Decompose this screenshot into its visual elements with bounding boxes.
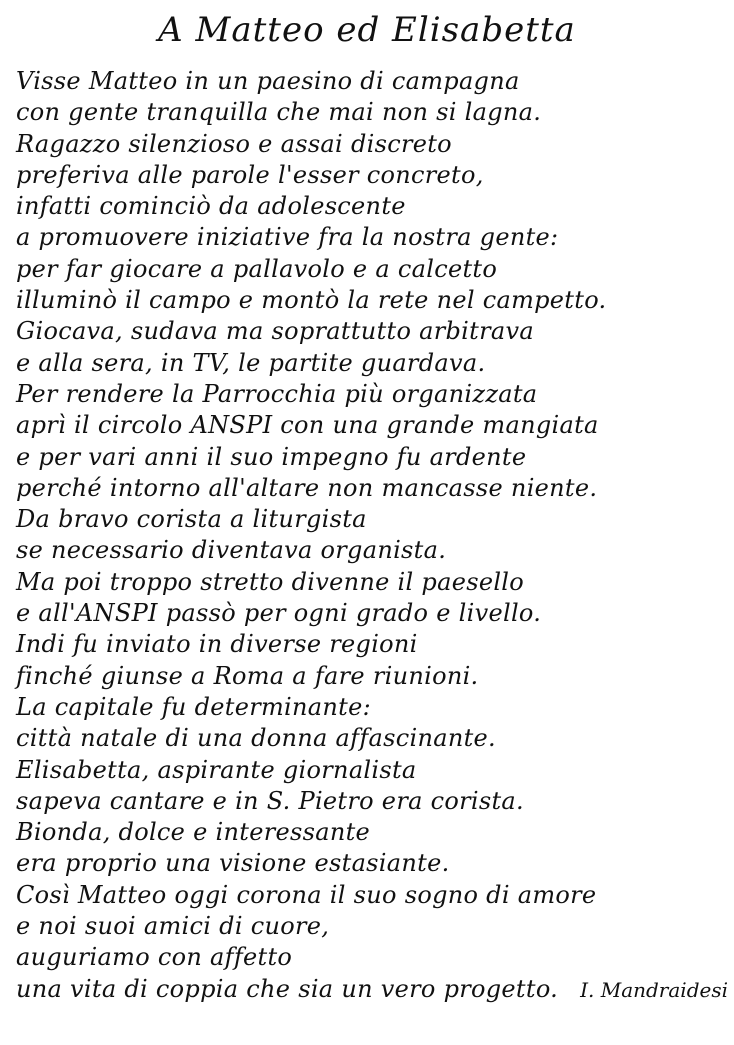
- poem-line: era proprio una visione estasiante.: [16, 849, 450, 878]
- poem-line: illuminò il campo e montò la rete nel campetto.: [16, 286, 607, 315]
- poem-line: se necessario diventava organista.: [16, 536, 447, 565]
- poem-last-line: una vita di coppia che sia un vero progetto.: [16, 974, 559, 1003]
- poem-body: [16, 66, 726, 1005]
- poem-line: per far giocare a pallavolo e a calcetto: [16, 254, 498, 283]
- poem-line: aprì il circolo ANSPI con una grande mangiata: [16, 411, 599, 440]
- poem-line: perché intorno all'altare non mancasse niente.: [16, 473, 598, 502]
- author-signature: I. Mandraidesi: [580, 977, 728, 1002]
- poem-line: e all'ANSPI passò per ogni grado e livello.: [16, 599, 542, 628]
- poem-line: Per rendere la Parrocchia più organizzata: [16, 379, 538, 408]
- poem-line: Così Matteo oggi corona il suo sogno di amore: [16, 880, 597, 909]
- poem-line: Bionda, dolce e interessante: [16, 818, 371, 847]
- poem-line: La capitale fu determinante:: [16, 692, 371, 721]
- poem-line: finché giunse a Roma a fare riunioni.: [16, 661, 479, 690]
- poem-line: con gente tranquilla che mai non si lagna.: [16, 98, 542, 127]
- poem-line: Da bravo corista a liturgista: [16, 505, 367, 534]
- poem-line: città natale di una donna affascinante.: [16, 724, 496, 753]
- poem-line: Visse Matteo in un paesino di campagna: [16, 67, 520, 95]
- poem-title: A Matteo ed Elisabetta: [158, 10, 576, 50]
- poem-line: Ragazzo silenzioso e assai discreto: [16, 129, 452, 158]
- poem-line: infatti cominciò da adolescente: [16, 192, 406, 221]
- poem-final-row: [16, 974, 728, 1005]
- poem-line: Ma poi troppo stretto divenne il paesello: [16, 567, 525, 596]
- poem-line: a promuovere iniziative fra la nostra gente:: [16, 223, 559, 252]
- poem-line: e per vari anni il suo impegno fu ardente: [16, 442, 527, 471]
- poem-line: Elisabetta, aspirante giornalista: [16, 755, 417, 784]
- poem-line: Giocava, sudava ma soprattutto arbitrava: [16, 317, 534, 346]
- poem-line: Indi fu inviato in diverse regioni: [16, 630, 418, 659]
- poem-line: e noi suoi amici di cuore,: [16, 912, 330, 941]
- poem-line: preferiva alle parole l'esser concreto,: [16, 160, 484, 189]
- poem-line: e alla sera, in TV, le partite guardava.: [16, 348, 486, 377]
- poem-line: auguriamo con affetto: [16, 943, 293, 972]
- poem-line: sapeva cantare e in S. Pietro era corista.: [16, 786, 524, 815]
